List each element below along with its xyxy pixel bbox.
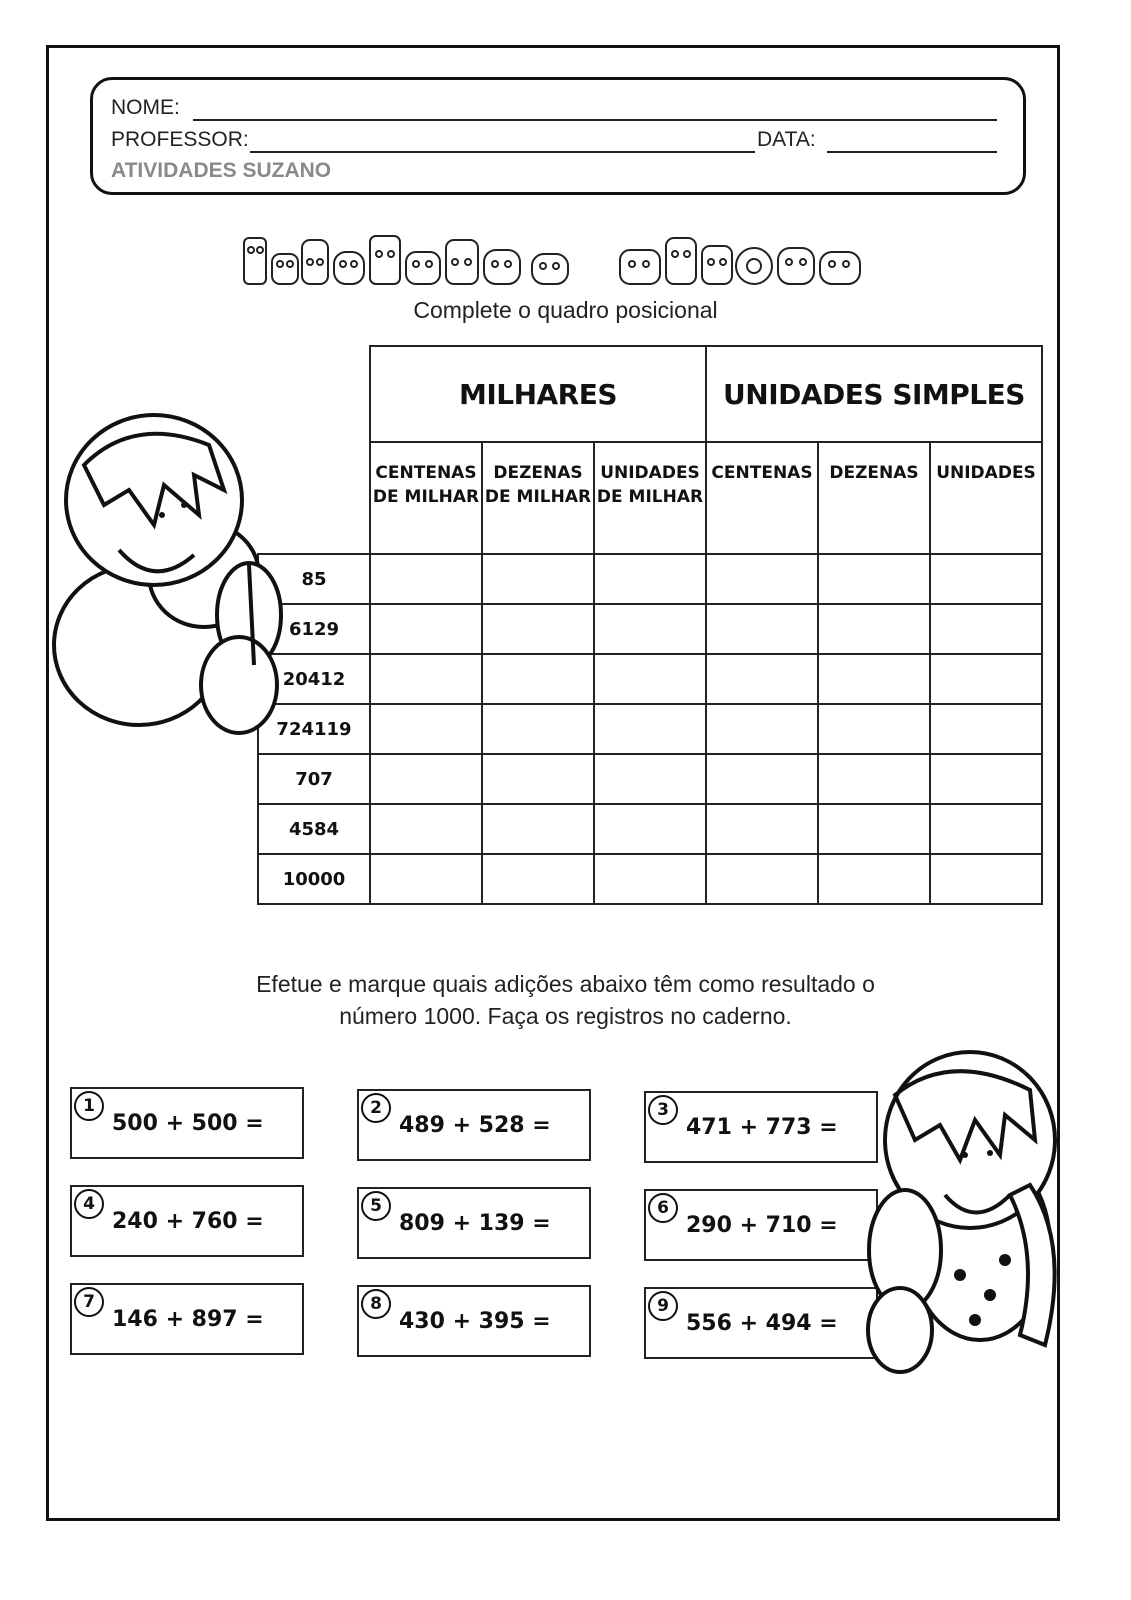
- group-header-unidades-simples: UNIDADES SIMPLES: [706, 346, 1042, 442]
- addition-expression: 430 + 395 =: [399, 1309, 551, 1334]
- answer-cell[interactable]: [370, 604, 482, 654]
- table-row: [258, 604, 1042, 654]
- addition-item-3[interactable]: [644, 1091, 878, 1163]
- answer-cell[interactable]: [706, 754, 818, 804]
- answer-cell[interactable]: [482, 754, 594, 804]
- item-number-badge: 9: [648, 1291, 678, 1321]
- answer-cell[interactable]: [706, 854, 818, 904]
- answer-cell[interactable]: [594, 604, 706, 654]
- child-illustration-left-icon: [44, 405, 289, 735]
- row-number: 85: [258, 554, 370, 604]
- answer-cell[interactable]: [818, 604, 930, 654]
- professor-label: PROFESSOR:: [111, 128, 249, 151]
- col-dezenas-de-milhar: DEZENAS DE MILHAR: [482, 442, 594, 554]
- data-field[interactable]: [827, 151, 997, 153]
- item-number-badge: 4: [74, 1189, 104, 1219]
- brand-label: ATIVIDADES SUZANO: [111, 159, 332, 182]
- answer-cell[interactable]: [706, 804, 818, 854]
- answer-cell[interactable]: [930, 604, 1042, 654]
- addition-item-7[interactable]: [70, 1283, 304, 1355]
- answer-cell[interactable]: [818, 804, 930, 854]
- data-label: DATA:: [757, 128, 816, 151]
- item-number-badge: 2: [361, 1093, 391, 1123]
- answer-cell[interactable]: [818, 654, 930, 704]
- answer-cell[interactable]: [482, 554, 594, 604]
- answer-cell[interactable]: [370, 554, 482, 604]
- answer-cell[interactable]: [482, 804, 594, 854]
- professor-field[interactable]: [250, 151, 755, 153]
- addition-expression: 556 + 494 =: [686, 1311, 838, 1336]
- addition-expression: 809 + 139 =: [399, 1211, 551, 1236]
- answer-cell[interactable]: [930, 654, 1042, 704]
- group-header-milhares: MILHARES: [370, 346, 706, 442]
- col-centenas-de-milhar: CENTENAS DE MILHAR: [370, 442, 482, 554]
- answer-cell[interactable]: [706, 604, 818, 654]
- row-number: 724119: [258, 704, 370, 754]
- addition-expression: 500 + 500 =: [112, 1111, 264, 1136]
- answer-cell[interactable]: [930, 704, 1042, 754]
- addition-item-5[interactable]: [357, 1187, 591, 1259]
- col-centenas: CENTENAS: [706, 442, 818, 554]
- answer-cell[interactable]: [482, 704, 594, 754]
- table-row: [258, 654, 1042, 704]
- answer-cell[interactable]: [370, 704, 482, 754]
- addition-item-2[interactable]: [357, 1089, 591, 1161]
- answer-cell[interactable]: [706, 654, 818, 704]
- answer-cell[interactable]: [706, 554, 818, 604]
- addition-item-4[interactable]: [70, 1185, 304, 1257]
- answer-cell[interactable]: [818, 754, 930, 804]
- instruction-addition-line1: Efetue e marque quais adições abaixo têm como resultado o: [256, 971, 875, 997]
- item-number-badge: 3: [648, 1095, 678, 1125]
- col-unidades: UNIDADES: [930, 442, 1042, 554]
- answer-cell[interactable]: [930, 854, 1042, 904]
- answer-cell[interactable]: [930, 554, 1042, 604]
- table-row: [258, 554, 1042, 604]
- decorated-title-art-icon: [242, 232, 864, 290]
- answer-cell[interactable]: [482, 604, 594, 654]
- answer-cell[interactable]: [818, 854, 930, 904]
- answer-cell[interactable]: [482, 654, 594, 704]
- col-dezenas: DEZENAS: [818, 442, 930, 554]
- table-row: [258, 854, 1042, 904]
- addition-item-9[interactable]: [644, 1287, 878, 1359]
- addition-item-1[interactable]: [70, 1087, 304, 1159]
- nome-label: NOME:: [111, 96, 180, 119]
- item-number-badge: 8: [361, 1289, 391, 1319]
- answer-cell[interactable]: [370, 654, 482, 704]
- row-number: 707: [258, 754, 370, 804]
- addition-expression: 489 + 528 =: [399, 1113, 551, 1138]
- answer-cell[interactable]: [370, 804, 482, 854]
- table-row: [258, 804, 1042, 854]
- table-row: [258, 754, 1042, 804]
- addition-expression: 290 + 710 =: [686, 1213, 838, 1238]
- answer-cell[interactable]: [818, 554, 930, 604]
- item-number-badge: 1: [74, 1091, 104, 1121]
- answer-cell[interactable]: [594, 654, 706, 704]
- answer-cell[interactable]: [370, 854, 482, 904]
- addition-expression: 471 + 773 =: [686, 1115, 838, 1140]
- row-number: 6129: [258, 604, 370, 654]
- answer-cell[interactable]: [482, 854, 594, 904]
- answer-cell[interactable]: [930, 804, 1042, 854]
- row-number: 20412: [258, 654, 370, 704]
- answer-cell[interactable]: [594, 754, 706, 804]
- item-number-badge: 5: [361, 1191, 391, 1221]
- instruction-addition-line2: número 1000. Faça os registros no caderno.: [339, 1003, 792, 1029]
- table-row: [258, 704, 1042, 754]
- answer-cell[interactable]: [594, 854, 706, 904]
- answer-cell[interactable]: [818, 704, 930, 754]
- col-unidades-de-milhar: UNIDADES DE MILHAR: [594, 442, 706, 554]
- place-value-table: [257, 345, 1043, 905]
- item-number-badge: 7: [74, 1287, 104, 1317]
- answer-cell[interactable]: [594, 804, 706, 854]
- answer-cell[interactable]: [706, 704, 818, 754]
- answer-cell[interactable]: [930, 754, 1042, 804]
- addition-expression: 240 + 760 =: [112, 1209, 264, 1234]
- addition-item-8[interactable]: [357, 1285, 591, 1357]
- addition-item-6[interactable]: [644, 1189, 878, 1261]
- addition-expression: 146 + 897 =: [112, 1307, 264, 1332]
- child-illustration-right-icon: [860, 1045, 1075, 1375]
- answer-cell[interactable]: [594, 554, 706, 604]
- answer-cell[interactable]: [594, 704, 706, 754]
- row-number: 4584: [258, 804, 370, 854]
- answer-cell[interactable]: [370, 754, 482, 804]
- nome-field[interactable]: [193, 119, 997, 121]
- instruction-place-value: Complete o quadro posicional: [413, 297, 718, 323]
- item-number-badge: 6: [648, 1193, 678, 1223]
- row-number: 10000: [258, 854, 370, 904]
